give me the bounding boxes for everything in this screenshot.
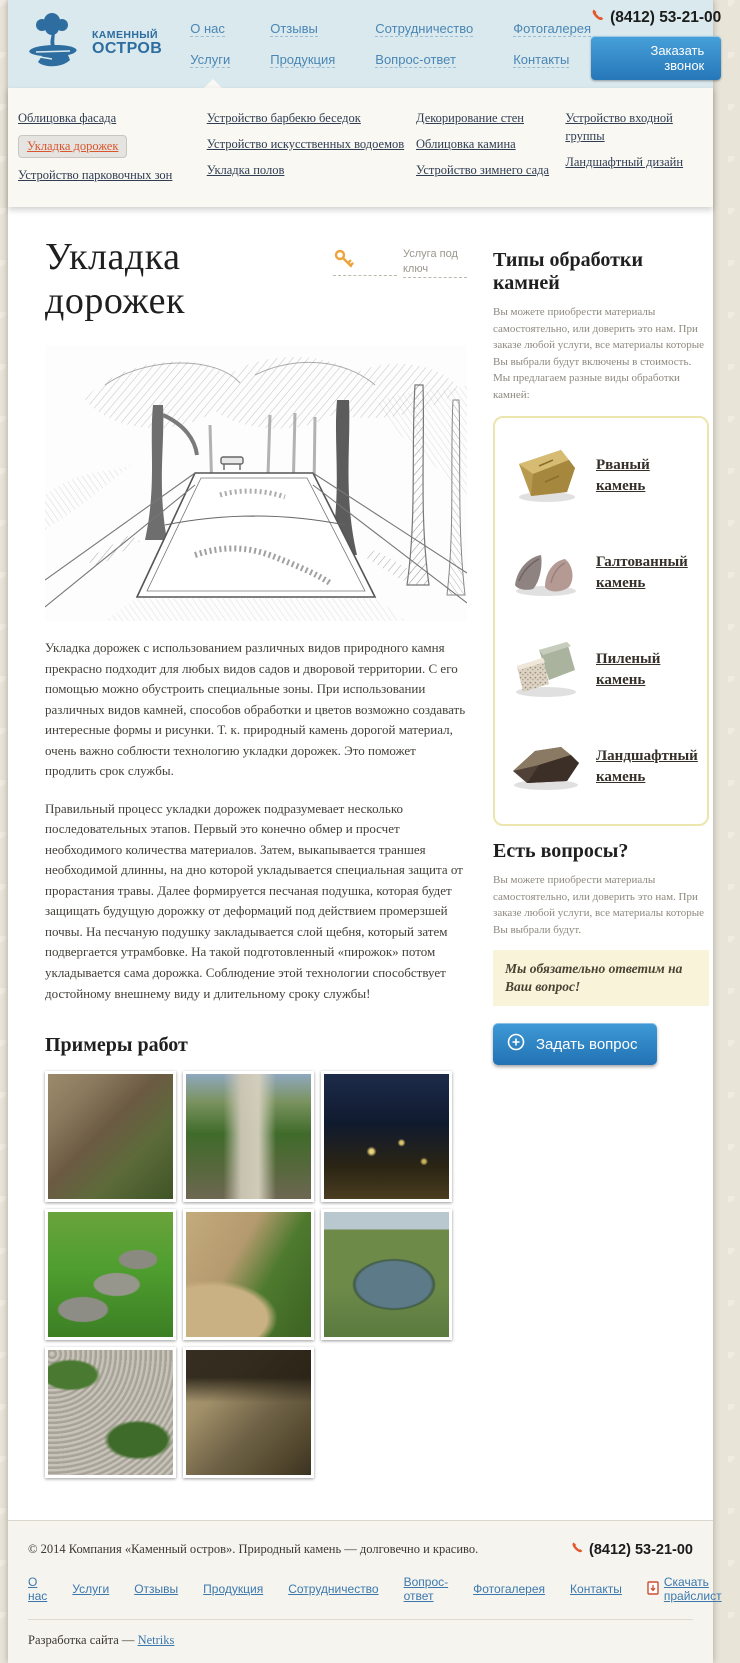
landscape-stone-image <box>509 733 583 800</box>
stone-label-tumbled: Галтованный камень <box>596 554 688 591</box>
key-icon <box>333 248 397 276</box>
examples-heading: Примеры работ <box>45 1034 188 1057</box>
nav-photogallery[interactable]: Фотогалерея <box>513 20 592 36</box>
nav-cooperation[interactable]: Сотрудничество <box>375 20 474 36</box>
nav-services[interactable]: Услуги <box>190 51 231 67</box>
submenu-wall-decoration[interactable]: Декорирование стен <box>416 111 524 125</box>
footer-nav-cooperation[interactable]: Сотрудничество <box>288 1582 379 1597</box>
footer-phone-number: (8412) 53-21-00 <box>589 1541 693 1558</box>
nav-contacts[interactable]: Контакты <box>513 51 570 67</box>
submenu-facade-cladding[interactable]: Облицовка фасада <box>18 111 117 125</box>
submenu-landscape-design[interactable]: Ландшафтный дизайн <box>565 155 684 169</box>
footer-nav-photogallery[interactable]: Фотогалерея <box>473 1582 546 1597</box>
stone-item-tumbled[interactable] <box>509 539 695 606</box>
submenu-artificial-ponds[interactable]: Устройство искусственных водоемов <box>206 137 405 151</box>
sawn-stone-image <box>509 636 583 703</box>
header <box>8 0 722 88</box>
footer-nav-reviews[interactable]: Отзывы <box>134 1582 179 1597</box>
nav-reviews[interactable]: Отзывы <box>270 20 318 36</box>
main-navigation <box>190 21 591 68</box>
document-download-icon <box>647 1581 659 1598</box>
gallery-photo-6[interactable] <box>321 1209 452 1340</box>
stone-item-landscape[interactable] <box>509 733 698 800</box>
stone-types-box <box>493 416 709 826</box>
submenu-bbq-gazebos[interactable]: Устройство барбекю беседок <box>206 111 361 125</box>
article-column <box>45 235 467 1478</box>
torn-stone-image <box>509 442 583 509</box>
ask-question-button[interactable] <box>493 1023 657 1065</box>
stone-label-landscape: Ландшафтный камень <box>596 748 698 785</box>
article-paragraph-2: Правильный процесс укладки дорожек подразумевает несколько последовательных этапов. Первый это конечно обмер и просчет необходимого количества материалов. Затем, выкапывается траншея необходимой длинны, на дно которой укладывается специальная защита от прорастания травы. Далее формируется песчаная подушка, которая будет защищать будущую дорожку от деформаций под действием промерзшей почвы. На песчаную подушку закладывается слой щебня, который затем подвергается утрамбовке. На такой подготовленный «пирожок» потом укладывается сама дорожка. Соблюдение этой технологии способствует достойному внешнему виду и длительному сроку службы! <box>45 800 463 1001</box>
footer-nav-about[interactable]: О нас <box>28 1575 48 1604</box>
questions-heading: Есть вопросы? <box>493 840 629 862</box>
submenu-entrance-group[interactable]: Устройство входной группы <box>565 111 673 143</box>
submenu-fireplace-cladding[interactable]: Облицовка камина <box>416 137 516 151</box>
turnkey-service-link[interactable] <box>333 247 467 278</box>
footer <box>8 1520 722 1663</box>
footer-nav-services[interactable]: Услуги <box>72 1582 110 1597</box>
logo[interactable] <box>22 10 162 79</box>
gallery-photo-1[interactable] <box>45 1071 176 1202</box>
gallery-photo-4[interactable] <box>45 1209 176 1340</box>
gallery-photo-3[interactable] <box>321 1071 452 1202</box>
copyright-text: © 2014 Компания «Каменный остров». Природный камень — долговечно и красиво. <box>28 1542 479 1557</box>
gallery-photo-2[interactable] <box>183 1071 314 1202</box>
footer-nav-contacts[interactable]: Контакты <box>570 1582 622 1597</box>
gallery-photo-5[interactable] <box>183 1209 314 1340</box>
ask-question-label: Задать вопрос <box>536 1035 638 1053</box>
developer-link[interactable]: Netriks <box>137 1633 175 1648</box>
footer-nav-faq[interactable]: Вопрос-ответ <box>403 1575 449 1604</box>
footer-nav-products[interactable]: Продукция <box>203 1582 264 1597</box>
submenu-parking-zones[interactable]: Устройство парковочных зон <box>18 168 173 182</box>
submenu-path-laying-active[interactable]: Укладка дорожек <box>18 135 127 158</box>
download-pricelist-link[interactable] <box>647 1575 722 1603</box>
nav-products[interactable]: Продукция <box>270 51 336 67</box>
stone-label-torn: Рваный камень <box>596 457 650 494</box>
tumbled-stone-image <box>509 539 583 606</box>
stone-types-heading: Типы обработки камней <box>493 249 643 294</box>
stone-label-sawn: Пиленый камень <box>596 651 661 688</box>
pricelist-label: Скачать прайслист <box>663 1575 722 1604</box>
header-phone <box>591 8 721 27</box>
path-sketch-image <box>45 345 467 621</box>
footer-phone-icon <box>571 1541 584 1558</box>
submenu-caret-icon <box>204 79 222 88</box>
submenu-floor-laying[interactable]: Укладка полов <box>206 163 285 177</box>
page-wrapper <box>8 0 722 1663</box>
header-phone-number: (8412) 53-21-00 <box>610 8 722 26</box>
turnkey-label: Услуга под ключ <box>403 247 467 278</box>
sidebar <box>493 235 709 1478</box>
nav-about[interactable]: О нас <box>190 20 225 36</box>
footer-navigation <box>28 1575 722 1604</box>
plus-circle-icon <box>507 1033 525 1055</box>
phone-icon <box>591 8 605 27</box>
stone-item-sawn[interactable] <box>509 636 695 703</box>
footer-phone <box>571 1541 693 1558</box>
article-paragraph-1: Укладка дорожек с использованием различных видов природного камня прекрасно подходит для любых видов садов и дворовой территории. С его помощью можно обустроить специальные зоны. При использовании различных видов камней, способов обработки и цветов возможно создавать интересные формы и рисунки. Т. к. природный камень дорогой материал, очень важно соблюсти технологию укладки дорожек. Это поможет продлить срок службы. <box>45 640 466 779</box>
page-title: Укладка дорожек <box>45 236 185 322</box>
main-content <box>8 207 713 1520</box>
order-call-button[interactable]: Заказать звонок <box>591 36 721 80</box>
submenu-winter-garden[interactable]: Устройство зимнего сада <box>416 163 550 177</box>
logo-text: КАМЕННЫЙ ОСТРОВ <box>92 29 163 58</box>
nav-faq[interactable]: Вопрос-ответ <box>375 51 456 67</box>
questions-highlight: Мы обязательно ответим на Ваш вопрос! <box>493 950 709 1006</box>
stone-item-torn[interactable] <box>509 442 695 509</box>
stone-island-logo-icon <box>22 10 84 79</box>
services-submenu <box>8 88 713 207</box>
header-right <box>591 8 721 80</box>
developer-label: Разработка сайта — <box>28 1633 135 1648</box>
questions-text: Вы можете приобрести материалы самостоятельно, или доверить это нам. При заказе любой услуги, все материалы которые Вы выбрали будут. <box>493 874 704 936</box>
stone-types-intro: Вы можете приобрести материалы самостоятельно, или доверить это нам. При заказе любой услуги, все материалы которые Вы выбрали будут включены в стоимость. Мы предлагаем разные виды обработки камней: <box>493 306 704 401</box>
work-examples-gallery <box>45 1071 467 1478</box>
